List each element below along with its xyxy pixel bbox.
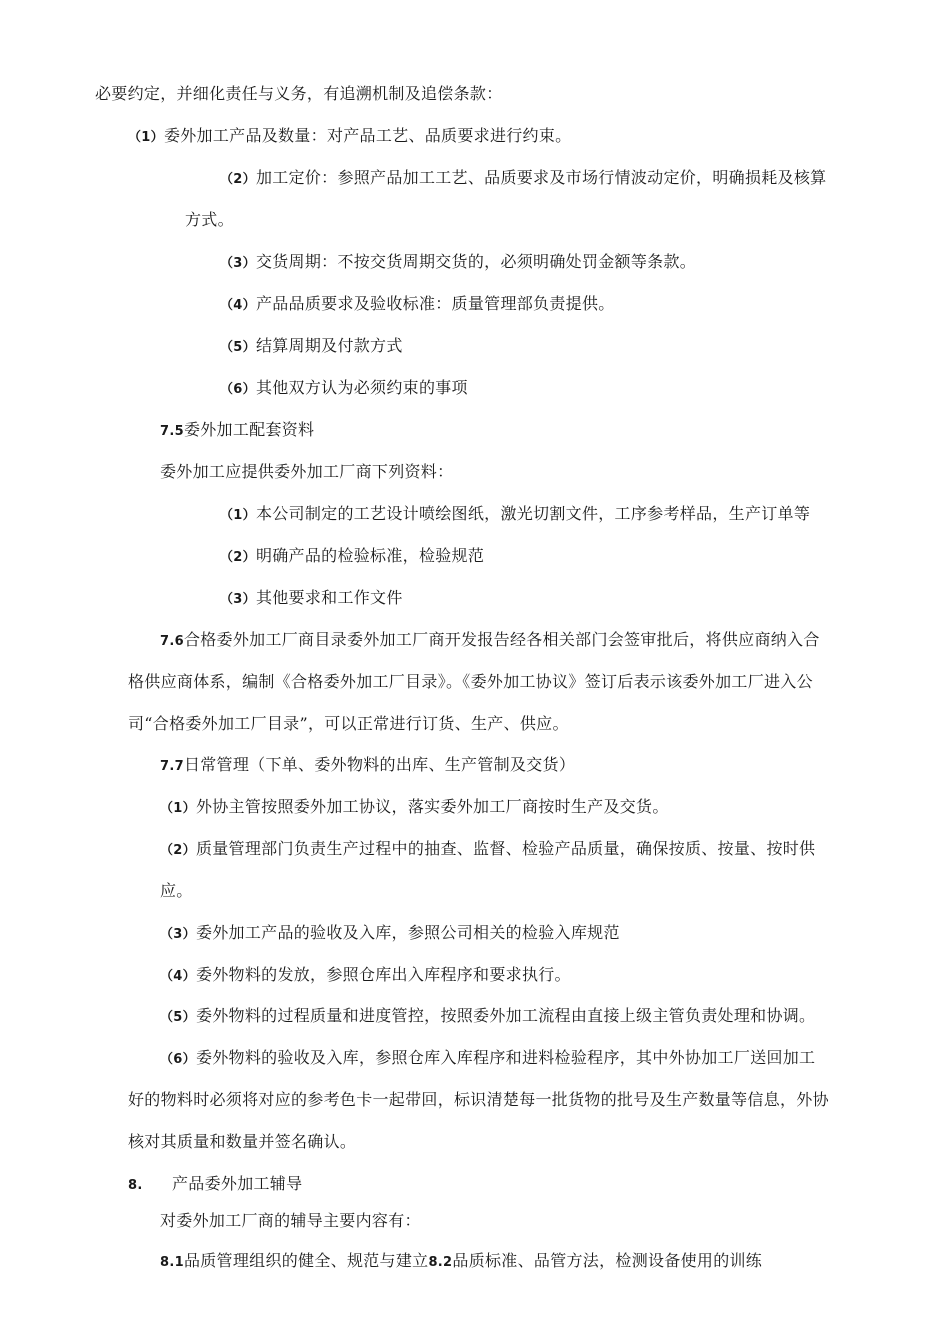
item-text: 委外物料的发放，参照仓库出入库程序和要求执行。 [195, 965, 571, 984]
paragraph-text: 格供应商体系，编制《合格委外加工厂目录》。《委外加工协议》签订后表示该委外加工厂进入公 [128, 672, 813, 691]
contract-item-2 [220, 167, 826, 191]
item-text: 核对其质量和数量并签名确认。 [128, 1132, 357, 1151]
section-7-7-heading [160, 754, 575, 778]
section-number: 7.7 [160, 759, 184, 774]
section-intro: 对委外加工厂商的辅导主要内容有： [160, 1211, 421, 1230]
section-number: 8. [128, 1178, 143, 1193]
contract-item-1 [128, 125, 571, 149]
item-number: （1） [160, 801, 196, 816]
item-number: （6） [220, 382, 256, 397]
section-8-intro [160, 1210, 421, 1232]
item-number: （5） [160, 1010, 196, 1025]
contract-item-3 [220, 251, 696, 275]
item-text: 加工定价：参照产品加工工艺、品质要求及市场行情波动定价，明确损耗及核算 [255, 168, 827, 187]
paragraph-text: 司“合格委外加工厂目录”，可以正常进行订货、生产、供应。 [128, 714, 569, 733]
item-text: 外协主管按照委外加工协议，落实委外加工厂商按时生产及交货。 [195, 797, 669, 816]
subsection-number: 8.2 [428, 1255, 453, 1270]
item-text: 结算周期及付款方式 [255, 336, 403, 355]
item-text: 其他要求和工作文件 [255, 588, 403, 607]
section-title: 日常管理（下单、委外物料的出库、生产管制及交货） [183, 755, 576, 774]
contract-item-2-continued [185, 209, 234, 231]
section-7-7-item-6-continued-1 [128, 1089, 829, 1111]
section-7-7-item-6 [160, 1047, 815, 1071]
section-7-6-line-2 [128, 671, 813, 693]
item-number: （3） [220, 592, 256, 607]
section-7-5-item-2 [220, 545, 484, 569]
section-7-5-item-1 [220, 503, 810, 527]
section-intro: 委外加工应提供委外加工厂商下列资料： [160, 462, 454, 481]
section-7-5-heading [160, 419, 314, 443]
contract-item-4 [220, 293, 615, 317]
item-text: 本公司制定的工艺设计喷绘图纸，激光切割文件，工序参考样品，生产订单等 [255, 504, 811, 523]
item-text: 委外加工产品的验收及入库，参照公司相关的检验入库规范 [195, 923, 620, 942]
item-number: （1） [220, 508, 256, 523]
item-text: 方式。 [185, 210, 234, 229]
item-text: 委外加工产品及数量：对产品工艺、品质要求进行约束。 [163, 126, 572, 145]
item-number: （2） [160, 843, 196, 858]
section-number: 7.6 [160, 634, 184, 649]
item-text: 产品品质要求及验收标准：质量管理部负责提供。 [255, 294, 615, 313]
contract-item-6 [220, 377, 468, 401]
item-number: （6） [160, 1052, 196, 1067]
item-number: （5） [220, 340, 256, 355]
section-7-6-line-1 [160, 629, 820, 653]
section-7-7-item-6-continued-2 [128, 1131, 356, 1153]
subsection-number: 8.1 [160, 1255, 184, 1270]
section-number: 7.5 [160, 424, 184, 439]
subsection-text: 品质管理组织的健全、规范与建立 [183, 1251, 429, 1270]
section-8-heading [128, 1173, 302, 1197]
intro-text: 必要约定，并细化责任与义务，有追溯机制及追偿条款： [95, 84, 503, 103]
contract-item-5 [220, 335, 403, 359]
item-number: （3） [160, 927, 196, 942]
item-number: （4） [160, 969, 196, 984]
item-number: （2） [220, 172, 256, 187]
section-7-7-item-2 [160, 838, 815, 862]
item-text: 委外物料的验收及入库，参照仓库入库程序和进料检验程序，其中外协加工厂送回加工 [195, 1048, 816, 1067]
section-title: 产品委外加工辅导 [172, 1174, 303, 1193]
intro-line [95, 83, 503, 105]
paragraph-text: 合格委外加工厂商目录委外加工厂商开发报告经各相关部门会签审批后，将供应商纳入合 [183, 630, 820, 649]
item-number: （3） [220, 256, 256, 271]
section-7-5-item-3 [220, 587, 403, 611]
item-text: 好的物料时必须将对应的参考色卡一起带回，标识清楚每一批货物的批号及生产数量等信息，外协 [128, 1090, 829, 1109]
item-text: 质量管理部门负责生产过程中的抽查、监督、检验产品质量，确保按质、按量、按时供 [195, 839, 816, 858]
subsection-text: 品质标准、品管方法，检测设备使用的训练 [452, 1251, 763, 1270]
item-text: 明确产品的检验标准，检验规范 [255, 546, 485, 565]
item-text: 交货周期：不按交货周期交货的，必须明确处罚金额等条款。 [255, 252, 697, 271]
item-text: 委外物料的过程质量和进度管控，按照委外加工流程由直接上级主管负责处理和协调。 [195, 1006, 816, 1025]
section-8-subitems [160, 1250, 762, 1274]
item-number: （2） [220, 550, 256, 565]
section-7-7-item-5 [160, 1005, 815, 1029]
item-text: 应。 [160, 881, 193, 900]
item-text: 其他双方认为必须约束的事项 [255, 378, 468, 397]
section-title: 委外加工配套资料 [183, 420, 315, 439]
item-number: （1） [128, 130, 164, 145]
section-7-6-line-3 [128, 713, 569, 735]
section-7-7-item-3 [160, 922, 620, 946]
section-7-7-item-2-continued [160, 880, 193, 902]
section-7-5-intro [160, 461, 453, 483]
section-7-7-item-4 [160, 964, 571, 988]
section-7-7-item-1 [160, 796, 669, 820]
item-number: （4） [220, 298, 256, 313]
